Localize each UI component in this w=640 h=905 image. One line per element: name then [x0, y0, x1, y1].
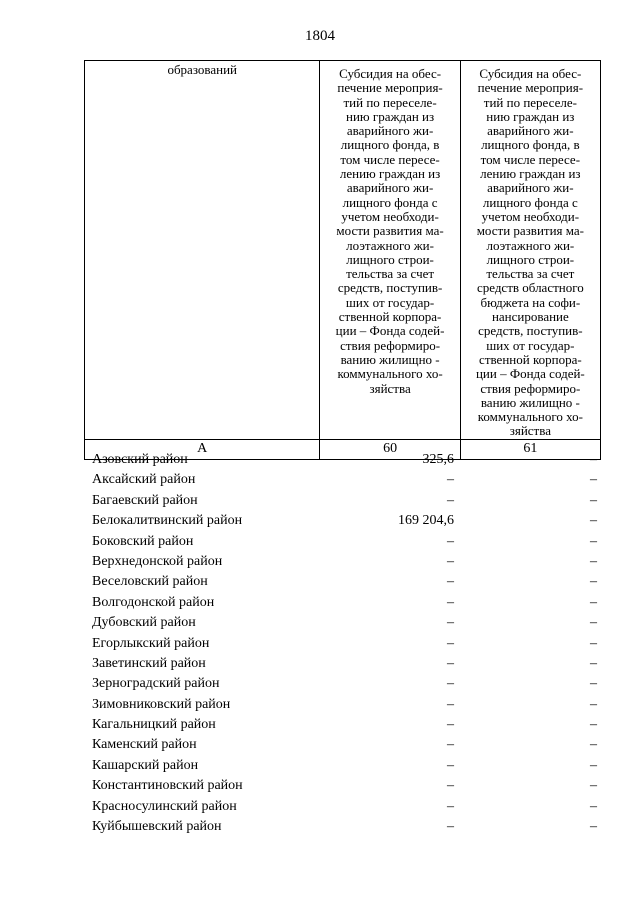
district-name: Кагальницкий район: [92, 717, 216, 733]
table-row: [92, 776, 597, 796]
value-col-60: –: [447, 676, 454, 692]
header-row: [85, 61, 601, 440]
value-col-60: 169 204,6: [398, 513, 454, 529]
district-name: Куйбышевский район: [92, 819, 222, 835]
column-index-61: 61: [460, 439, 600, 459]
value-col-60: –: [447, 615, 454, 631]
value-col-61: –: [590, 533, 597, 549]
header-cell-61: [460, 61, 600, 440]
column-index-60: 60: [320, 439, 460, 459]
table-row: [92, 491, 597, 511]
table-row: [92, 613, 597, 633]
value-col-61: –: [590, 696, 597, 712]
value-col-61: –: [590, 635, 597, 651]
table-row: [92, 470, 597, 490]
district-name: Веселовский район: [92, 574, 208, 590]
district-name: Заветинский район: [92, 655, 206, 671]
district-name: Егорлыкский район: [92, 635, 210, 651]
value-col-60: –: [447, 574, 454, 590]
table-row: [92, 797, 597, 817]
table-row: [92, 593, 597, 613]
district-name: Дубовский район: [92, 615, 196, 631]
district-name: Зимовниковский район: [92, 696, 231, 712]
district-name: Белокалитвинский район: [92, 513, 243, 529]
value-col-61: –: [590, 778, 597, 794]
value-col-60: –: [447, 492, 454, 508]
table-row: [92, 450, 597, 470]
table-row: [92, 552, 597, 572]
value-col-61: –: [590, 737, 597, 753]
district-name: Боковский район: [92, 533, 194, 549]
table-row: [92, 817, 597, 837]
table-header: [84, 60, 601, 460]
value-col-61: –: [590, 553, 597, 569]
value-col-60: –: [447, 635, 454, 651]
table-row: [92, 532, 597, 552]
value-col-61: –: [590, 513, 597, 529]
value-col-60: –: [447, 737, 454, 753]
column-61-label: Субсидия на обес- печение мероприя- тий по переселе- нию граждан из аварийного жи- лищного фонда, в том числе пересе- лению граждан из аварийного жи- лищного фонда с учетом необходи- мости развития ма- лоэтажного жи- лищного строи- тельства за счет средств областного бюджета на софи- нансирование средств, поступив- ших от государ- ственной корпора- ции – Фонда содей- ствия реформиро- ванию жилищно - коммунального хо- зяйства: [475, 66, 585, 439]
table-row: [92, 511, 597, 531]
value-col-60: 325,6: [422, 452, 454, 467]
table-row: [92, 715, 597, 735]
value-col-61: –: [590, 717, 597, 733]
table-row: [92, 735, 597, 755]
district-name: Аксайский район: [92, 472, 196, 488]
value-col-60: –: [447, 778, 454, 794]
district-name: Верхнедонской район: [92, 553, 223, 569]
table-row: [92, 634, 597, 654]
value-col-61: –: [590, 472, 597, 488]
value-col-61: –: [590, 798, 597, 814]
district-name: Кашарский район: [92, 757, 199, 773]
table-row: [92, 756, 597, 776]
value-col-61: –: [590, 452, 597, 467]
value-col-60: –: [447, 798, 454, 814]
value-col-61: –: [590, 655, 597, 671]
value-col-60: –: [447, 472, 454, 488]
table-row: [92, 695, 597, 715]
district-name: Волгодонской район: [92, 594, 215, 610]
column-60-label: Субсидия на обес- печение мероприя- тий по переселе- нию граждан из аварийного жи- лищного фонда, в том числе пересе- лению граждан из аварийного жи- лищного фонда с учетом необходи- мости развития ма- лоэтажного жи- лищного строи- тельства за счет средств, поступив- ших от государ- ственной корпора- ции – Фонда содей- ствия реформиро- ванию жилищно - коммунального хо- зяйства: [335, 66, 445, 396]
value-col-60: –: [447, 553, 454, 569]
value-col-61: –: [590, 615, 597, 631]
district-name: Красносулинский район: [92, 798, 237, 814]
district-name: Константиновский район: [92, 778, 243, 794]
value-col-60: –: [447, 655, 454, 671]
page-number: 1804: [305, 28, 335, 44]
value-col-60: –: [447, 757, 454, 773]
header-cell-60: [320, 61, 460, 440]
value-col-61: –: [590, 574, 597, 590]
column-a-label: образований: [167, 62, 237, 77]
value-col-61: –: [590, 757, 597, 773]
value-col-61: –: [590, 492, 597, 508]
column-index-a: А: [85, 439, 320, 459]
table-row: [92, 654, 597, 674]
district-name: Зерноградский район: [92, 676, 220, 692]
value-col-61: –: [590, 594, 597, 610]
value-col-60: –: [447, 533, 454, 549]
value-col-61: –: [590, 676, 597, 692]
header-cell-a: [85, 61, 320, 440]
district-name: Азовский район: [92, 452, 188, 467]
district-name: Каменский район: [92, 737, 197, 753]
table-row: [92, 674, 597, 694]
value-col-60: –: [447, 819, 454, 835]
value-col-60: –: [447, 717, 454, 733]
district-name: Багаевский район: [92, 492, 198, 508]
table-body: [92, 450, 597, 837]
value-col-61: –: [590, 819, 597, 835]
value-col-60: –: [447, 594, 454, 610]
value-col-60: –: [447, 696, 454, 712]
table-row: [92, 572, 597, 592]
